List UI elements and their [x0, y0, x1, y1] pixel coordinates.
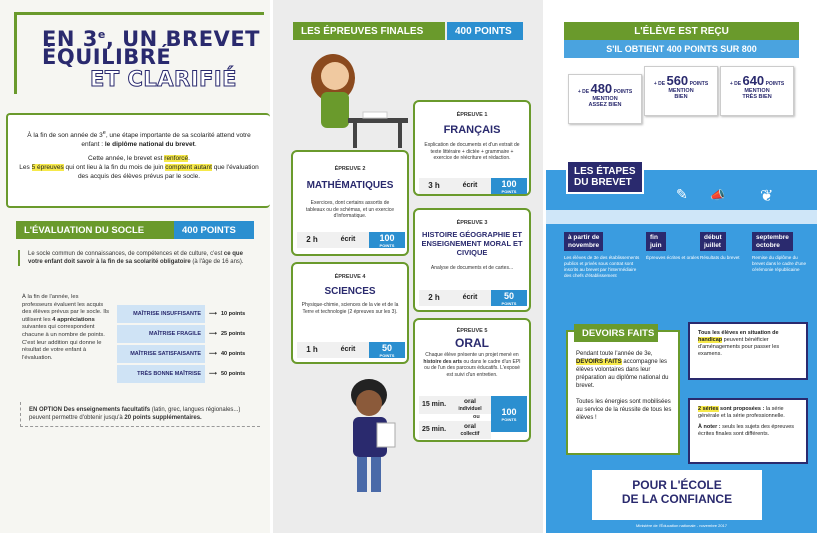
mention-card: [644, 66, 718, 116]
devoirs-band: DEVOIRS FAITS: [574, 324, 658, 342]
duration: 15 min.: [421, 401, 447, 408]
mode: oral collectif: [460, 423, 480, 437]
epreuve-footer: [297, 342, 405, 358]
mention-level: ASSEZ BIEN: [588, 102, 622, 108]
duration: 2 h: [428, 293, 440, 302]
maitrise-level: [117, 345, 257, 363]
epreuve-title: FRANÇAIS: [443, 124, 501, 136]
devoirs-paragraph-1: Pendant toute l'année de 3e, DEVOIRS FAITS accompagne les élèves volontaires dans leur préparation au diplôme national du brevet.: [576, 351, 669, 389]
series-text: 2 séries sont proposées : la série générale et la série professionnelle.: [698, 406, 785, 419]
epreuve-title: SCIENCES: [324, 286, 376, 297]
epreuve-title: HISTOIRE GÉOGRAPHIE ET ENSEIGNEMENT MORAL ET CIVIQUE: [421, 230, 523, 257]
maitrise-level: [117, 365, 257, 383]
step-when: septembre octobre: [752, 232, 793, 251]
mention-level: BIEN: [674, 94, 688, 100]
duration: 3 h: [428, 181, 440, 190]
arrow-icon: ⟶: [209, 371, 217, 377]
mention-unit: POINTS: [689, 81, 709, 87]
mention-label: MENTION: [668, 88, 694, 94]
handicap-box: Tous les élèves en situation de handicap peuvent bénéficier d'aménagements pour passer les examens.: [688, 322, 808, 380]
level-points: 25 points: [221, 331, 246, 337]
footer-credit: Ministère de l'Éducation nationale - novembre 2017: [635, 523, 728, 528]
epreuve-oral-card: [413, 318, 531, 442]
title-line-1: EN 3e, UN BREVET: [42, 27, 260, 51]
epreuve-desc: Chaque élève présente un projet mené en histoire des arts ou dans le cadre d'un EPI ou de l'un des parcours éducatifs. L'exposé est suivi d'un entretien.: [423, 352, 521, 378]
socle-points: 400 POINTS: [174, 221, 254, 239]
level-label: MAÎTRISE FRAGILE: [117, 325, 205, 343]
girl-illustration: [293, 48, 413, 148]
mentions-row: [568, 66, 803, 122]
epreuve-number: ÉPREUVE 4: [334, 274, 366, 280]
epreuve-number: ÉPREUVE 5: [456, 328, 488, 334]
step-desc: Remise du diplôme du brevet dans le cadre d'une cérémonie républicaine: [752, 254, 806, 272]
ou-label: ou: [473, 414, 480, 420]
points-badge: 100 POINTS: [491, 396, 527, 432]
ecole-confiance-box: [592, 470, 762, 520]
points-badge: 50 POINTS: [369, 342, 405, 358]
epreuve-desc: Analyse de documents et de cartes...: [430, 265, 514, 271]
level-label: MAÎTRISE SATISFAISANTE: [117, 345, 205, 363]
intro-paragraph-3: Les 5 épreuves qui ont lieu à la fin du mois de juin comptent autant que l'évaluation des acquis des élèves prévus par le socle.: [19, 164, 259, 181]
mention-label: MENTION: [592, 96, 618, 102]
title-line-3: ET CLARIFIÉ: [90, 67, 238, 91]
level-label: TRÈS BONNE MAÎTRISE: [117, 365, 205, 383]
panel-brevet-equilibre: [0, 0, 270, 533]
megaphone-icon: 📣: [710, 188, 725, 202]
mention-unit: POINTS: [765, 81, 785, 87]
oral-collectif-row: [419, 421, 491, 439]
level-points: 10 points: [221, 311, 246, 317]
duration: 25 min.: [421, 426, 447, 433]
epreuve-footer: [419, 178, 527, 194]
epreuve-desc: Exercices, dont certains assortis de tableaux ou de schémas, et un exercice d'informatique.: [305, 200, 395, 219]
ecole-line-2: DE LA CONFIANCE: [621, 492, 733, 506]
epreuve-title: MATHÉMATIQUES: [306, 180, 394, 191]
etape-step: [564, 232, 642, 279]
mention-points: 560: [666, 73, 689, 88]
step-when: à partir de novembre: [564, 232, 603, 251]
epreuves-band: LES ÉPREUVES FINALES: [293, 22, 445, 40]
laurel-icon: ❦: [760, 188, 774, 205]
points-badge: 100 POINTS: [491, 178, 527, 194]
mention-plus: + DE: [653, 81, 666, 87]
epreuve-number: ÉPREUVE 1: [456, 112, 488, 118]
socle-text: Le socle commun de connaissances, de compétences et de culture, c'est ce que votre enfant doit savoir à la fin de sa scolarité obligatoire (à l'âge de 16 ans).: [18, 250, 253, 266]
levels-list: [117, 305, 257, 385]
boy-illustration: [331, 375, 411, 495]
epreuve-histoire-card: [413, 208, 531, 312]
mode: écrit: [340, 346, 356, 353]
mention-label: MENTION: [744, 88, 770, 94]
intro-paragraph-2: Cette année, le brevet est renforcé.: [88, 155, 190, 163]
mode: écrit: [462, 294, 478, 301]
note-text: À noter : seuls les sujets des épreuves écrites finales sont différents.: [698, 424, 794, 437]
steps-row: [564, 232, 817, 322]
devoirs-text: [576, 350, 672, 422]
mention-unit: POINTS: [613, 89, 633, 95]
recu-band-2: S'IL OBTIENT 400 POINTS SUR 800: [564, 40, 799, 58]
level-label: MAÎTRISE INSUFFISANTE: [117, 305, 205, 323]
step-desc: Résultats du brevet: [700, 254, 740, 260]
recu-band: L'ÉLÈVE EST REÇU: [564, 22, 799, 40]
mention-level: TRÈS BIEN: [742, 94, 772, 100]
etapes-title-2: DU BREVET: [574, 177, 632, 188]
intro-box: [6, 113, 270, 208]
option-text: EN OPTION Des enseignements facultatifs (latin, grec, langues régionales...) peuvent permettre d'obtenir jusqu'à 20 points supplémentaires.: [20, 402, 260, 427]
intro-paragraph-1: À la fin de son année de 3e, une étape importante de sa scolarité attend votre enfant : le diplôme national du brevet.: [27, 130, 251, 149]
etapes-title: [566, 160, 644, 194]
step-when: début juillet: [700, 232, 726, 251]
epreuve-footer: [419, 290, 527, 306]
points-badge: 50 POINTS: [491, 290, 527, 306]
step-desc: Les élèves de 3e des établissements publics et privés sous contrat sont inscrits au brevet par l'intermédiaire des chefs d'établissement: [564, 254, 640, 278]
mode: oral individuel: [458, 398, 482, 412]
mention-points: 640: [742, 73, 765, 88]
mode: écrit: [462, 182, 478, 189]
mention-points: 480: [590, 81, 613, 96]
arrow-icon: ⟶: [209, 351, 217, 357]
epreuve-francais-card: [413, 100, 531, 196]
step-when: fin juin: [646, 232, 666, 251]
epreuve-desc: Explication de documents et d'un extrait de texte littéraire + dictée + grammaire + exercice de réécriture et rédaction.: [424, 142, 520, 161]
epreuve-sciences-card: [291, 262, 409, 364]
epreuve-footer: [297, 232, 405, 248]
mention-plus: + DE: [577, 89, 590, 95]
mention-card: [568, 74, 642, 124]
points-badge: 100 POINTS: [369, 232, 405, 248]
mode: écrit: [340, 236, 356, 243]
arrow-icon: ⟶: [209, 331, 217, 337]
step-desc: Épreuves écrites et orales: [646, 254, 700, 260]
level-points: 40 points: [221, 351, 246, 357]
maitrise-level: [117, 325, 257, 343]
etape-step: [700, 232, 754, 261]
duration: 1 h: [306, 345, 318, 354]
devoirs-box: [566, 327, 680, 455]
professors-text: À la fin de l'année, les professeurs évaluent les acquis des élèves prévus par le socle. Ils utilisent les 4 appréciations suivantes qui correspondent chacune à un nombre de points. C'est leur addition qui donne le résultat de votre enfant à l'évaluation.: [22, 294, 109, 361]
epreuve-maths-card: [291, 150, 409, 256]
level-points: 50 points: [221, 371, 246, 377]
maitrise-level: [117, 305, 257, 323]
epreuve-desc: Physique-chimie, sciences de la vie et de la Terre et technologie (2 épreuves sur les 3).: [301, 302, 399, 315]
devoirs-paragraph-2: Toutes les énergies sont mobilisées au service de la réussite de tous les élèves !: [576, 399, 672, 421]
ecole-line-1: POUR L'ÉCOLE: [632, 478, 722, 492]
title-line-2: ÉQUILIBRÉ: [42, 45, 172, 69]
etapes-title-1: LES ÉTAPES: [574, 166, 636, 177]
etape-step: [752, 232, 806, 273]
socle-band: L'ÉVALUATION DU SOCLE: [16, 221, 174, 239]
panel-eleve-recu: [546, 0, 817, 533]
arrow-icon: ⟶: [209, 311, 217, 317]
series-box: [688, 398, 808, 464]
epreuve-number: ÉPREUVE 2: [334, 166, 366, 172]
duration: 2 h: [306, 235, 318, 244]
epreuves-points: 400 POINTS: [447, 22, 523, 40]
etapes-timeline: [546, 210, 817, 224]
etape-step: [646, 232, 700, 261]
mention-card: [720, 66, 794, 116]
panel-epreuves-finales: [273, 0, 543, 533]
epreuve-number: ÉPREUVE 3: [456, 220, 488, 226]
mention-plus: + DE: [729, 81, 742, 87]
epreuve-title: ORAL: [455, 336, 489, 350]
pen-icon: ✎: [676, 186, 688, 202]
